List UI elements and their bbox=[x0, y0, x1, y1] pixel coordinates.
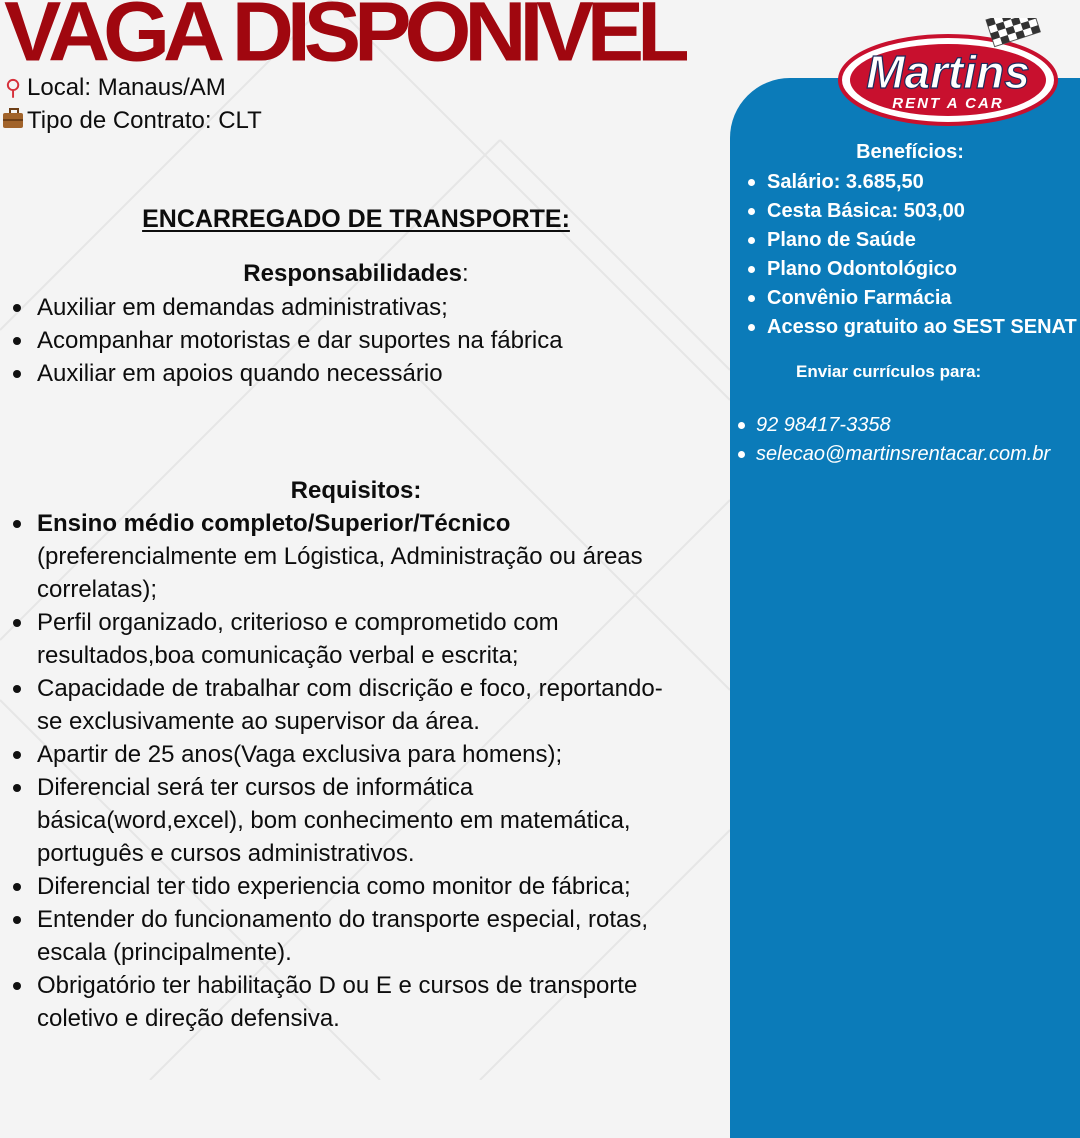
benefits-list bbox=[748, 168, 1077, 342]
list-item: Plano Odontológico bbox=[748, 255, 1077, 284]
responsibilities-colon: : bbox=[462, 260, 469, 287]
list-item: Auxiliar em apoios quando necessário bbox=[0, 357, 700, 390]
phone-contact: 92 98417-3358 bbox=[738, 411, 1050, 440]
requirement-detail: (preferencialmente em Lógistica, Administração ou áreas correlatas); bbox=[37, 543, 643, 603]
list-item: Obrigatório ter habilitação D ou E e cursos de transporte coletivo e direção defensiva. bbox=[0, 969, 680, 1035]
requirements-heading: Requisitos: bbox=[290, 477, 422, 504]
email-contact: selecao@martinsrentacar.com.br bbox=[738, 440, 1050, 469]
requirement-bold: Ensino médio completo/Superior/Técnico bbox=[37, 510, 511, 537]
responsibilities-list bbox=[0, 291, 700, 390]
martins-logo bbox=[836, 18, 1070, 130]
contact-list bbox=[738, 411, 1050, 469]
job-title: ENCARREGADO DE TRANSPORTE: bbox=[142, 205, 570, 233]
list-item: Acesso gratuito ao SEST SENAT bbox=[748, 313, 1077, 342]
responsibilities-label: Responsabilidades bbox=[243, 260, 463, 287]
list-item: Capacidade de trabalhar com discrição e foco, reportando-se exclusivamente ao supervisor da área. bbox=[0, 672, 680, 738]
logo-brand: Martins bbox=[866, 46, 1030, 98]
list-item: Plano de Saúde bbox=[748, 226, 1077, 255]
list-item: Auxiliar em demandas administrativas; bbox=[0, 291, 700, 324]
list-item: Entender do funcionamento do transporte especial, rotas, escala (principalmente). bbox=[0, 903, 680, 969]
list-item: Apartir de 25 anos(Vaga exclusiva para homens); bbox=[0, 738, 680, 771]
list-item: Salário: 3.685,50 bbox=[748, 168, 1077, 197]
page-title: VAGA DISPONIVEL bbox=[4, 0, 683, 80]
checkered-flag-icon bbox=[986, 18, 1040, 47]
list-item bbox=[0, 507, 680, 606]
list-item: Acompanhar motoristas e dar suportes na fábrica bbox=[0, 324, 700, 357]
list-item: Perfil organizado, criterioso e comprometido com resultados,boa comunicação verbal e escrita; bbox=[0, 606, 680, 672]
location-text: Local: Manaus/AM bbox=[27, 74, 226, 101]
responsibilities-heading bbox=[0, 260, 712, 288]
requirements-list bbox=[0, 507, 680, 1035]
contract-line bbox=[2, 109, 262, 133]
list-item: Diferencial será ter cursos de informática básica(word,excel), bom conhecimento em matemática, português e cursos administrativos. bbox=[0, 771, 680, 870]
list-item: Diferencial ter tido experiencia como monitor de fábrica; bbox=[0, 870, 680, 903]
send-cv-title: Enviar currículos para: bbox=[796, 362, 982, 381]
list-item: Convênio Farmácia bbox=[748, 284, 1077, 313]
benefits-panel bbox=[730, 78, 1080, 1138]
benefits-title: Benefícios: bbox=[856, 141, 964, 163]
map-pin-icon: ⚲ bbox=[4, 75, 22, 100]
logo-tagline: RENT A CAR bbox=[892, 95, 1004, 112]
list-item: Cesta Básica: 503,00 bbox=[748, 197, 1077, 226]
location-line bbox=[2, 76, 226, 100]
contract-text: Tipo de Contrato: CLT bbox=[27, 107, 262, 134]
briefcase-icon bbox=[2, 109, 24, 133]
